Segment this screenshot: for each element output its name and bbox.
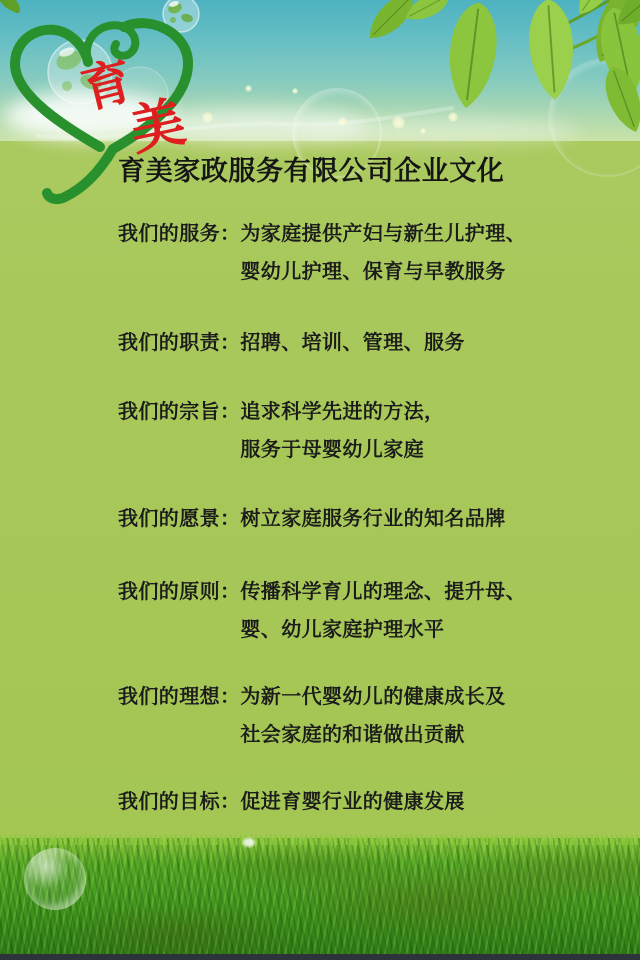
section-line: 社会家庭的和谐做出贡献 <box>240 724 465 746</box>
section-line: 树立家庭服务行业的知名品牌 <box>240 508 506 530</box>
grass-highlight-dot <box>243 838 255 847</box>
section-content <box>240 573 526 649</box>
section-label: 我们的原则： <box>118 581 241 603</box>
section-content <box>240 678 505 754</box>
section-vision <box>118 500 506 538</box>
section-principle <box>118 573 526 649</box>
section-label: 我们的职责： <box>118 332 241 354</box>
sparkle-dot <box>245 85 252 92</box>
section-line: 促进育婴行业的健康发展 <box>240 791 465 813</box>
section-content <box>240 393 444 469</box>
section-ideal <box>118 678 506 754</box>
section-content <box>240 500 505 538</box>
section-line: 招聘、培训、管理、服务 <box>240 332 465 354</box>
section-label: 我们的愿景： <box>118 508 241 530</box>
logo-heart <box>5 16 205 221</box>
leaf-icon <box>443 0 501 111</box>
section-label: 我们的服务： <box>118 223 241 245</box>
section-purpose <box>118 393 444 469</box>
leaf-icon <box>526 0 576 102</box>
section-line: 为家庭提供产妇与新生儿护理、 <box>240 223 527 245</box>
section-content <box>240 215 526 291</box>
grass-bubble-icon <box>24 848 86 910</box>
logo-char-2: 美 <box>124 88 191 163</box>
section-line: 婴幼儿护理、保育与早教服务 <box>240 261 506 283</box>
section-content <box>240 324 464 362</box>
leaf-icon <box>361 0 420 47</box>
section-label: 我们的宗旨： <box>118 401 241 423</box>
section-line: 传播科学育儿的理念、提升母、 <box>240 581 527 603</box>
section-line: 婴、幼儿家庭护理水平 <box>240 619 445 641</box>
page-title: 育美家政服务有限公司企业文化 <box>118 156 505 186</box>
logo-char-1: 育 <box>75 50 139 120</box>
grass-footer <box>0 838 640 955</box>
section-label: 我们的理想： <box>118 686 241 708</box>
section-content <box>240 783 464 821</box>
section-line: 服务于母婴幼儿家庭 <box>240 439 425 461</box>
section-line: 为新一代婴幼儿的健康成长及 <box>240 686 506 708</box>
section-service <box>118 215 526 291</box>
section-line: 追求科学先进的方法， <box>240 401 445 423</box>
section-label: 我们的目标： <box>118 791 241 813</box>
section-duty <box>118 324 465 362</box>
section-goal <box>118 783 465 821</box>
bottom-strip <box>0 954 640 960</box>
